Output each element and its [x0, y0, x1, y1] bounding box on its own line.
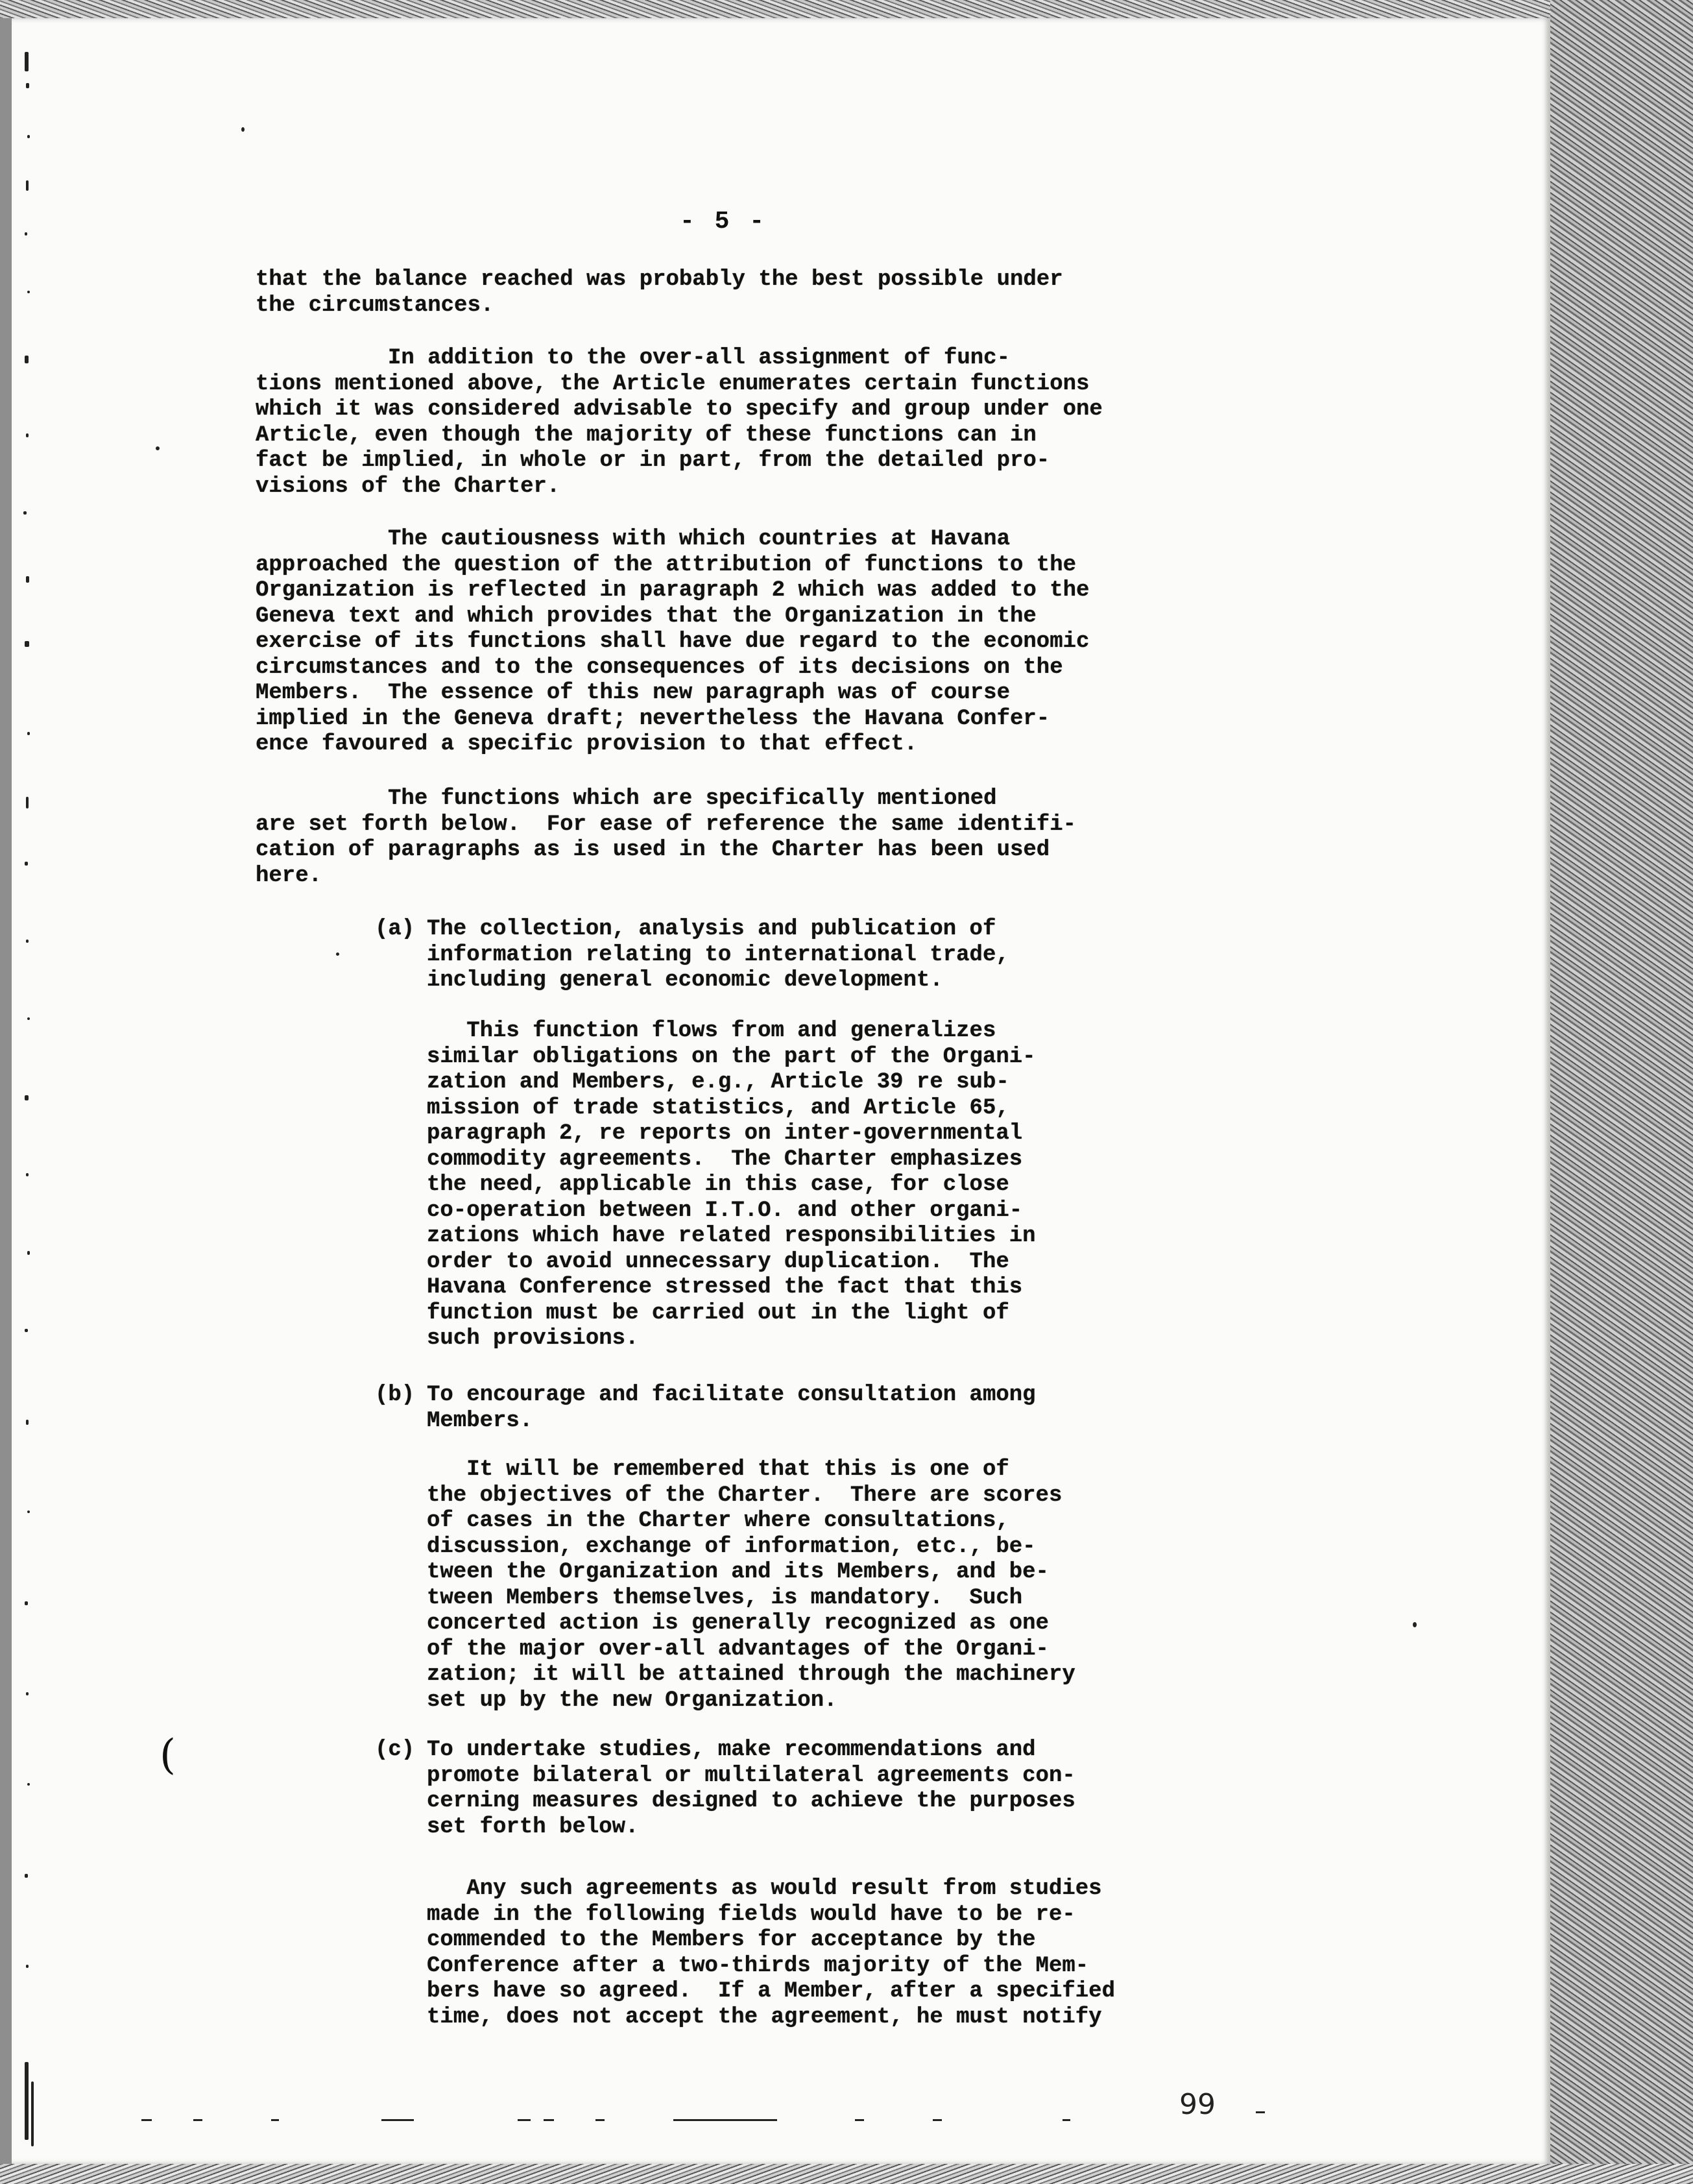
bottom-rule-fragment	[855, 2119, 864, 2121]
item-c-body: Any such agreements as would result from studies made in the following fields would have to be re- commended to the Members for acceptance by the Conference after a two-thirds majority of the Mem- bers have so agreed. If a Member, after a specified time, does not accept the agreement, he must notify	[427, 1876, 1115, 2030]
paragraph-functions-listed: The functions which are specifically mentioned are set forth below. For ease of reference the same identifi- cation of paragraphs as is used in the Charter has been used here.	[256, 786, 1077, 888]
bottom-rule-fragment	[381, 2119, 414, 2121]
bottom-rule-fragment	[518, 2119, 531, 2121]
continuation-paragraph: that the balance reached was probably the best possible under the circumstances.	[256, 267, 1063, 318]
stray-mark	[336, 952, 339, 956]
item-b-body: It will be remembered that this is one of the objectives of the Charter. There are scores of cases in the Charter where consultations, discussion, exchange of information, etc., be- tween the Organization and its Members, and be- tween Members themselves, is mandatory. Such concerted action is generally recognized as one of the major over-all advantages of the Organi- zation; it will be attained through the machinery set up by the new Organization.	[427, 1457, 1075, 1713]
stray-mark	[1413, 1622, 1417, 1627]
item-c-label: (c)	[375, 1738, 415, 1762]
paragraph-havana-cautiousness: The cautiousness with which countries at Havana approached the question of the attribution of functions to the Organization is reflected in paragraph 2 which was added to the Geneva text and which provides that the Organization in the exercise of its functions shall have due regard to the economic circumstances and to the consequences of its decisions on the Members. The essence of this new paragraph was of course implied in the Geneva draft; nevertheless the Havana Confer- ence favoured a specific provision to that effect.	[256, 527, 1090, 757]
scan-border-bottom	[0, 2164, 1693, 2184]
item-a-heading: The collection, analysis and publication of information relating to international trade, including general economic development.	[427, 917, 1009, 993]
bottom-rule-fragment	[1063, 2119, 1070, 2121]
stray-mark	[241, 127, 245, 132]
scan-border-right	[1550, 0, 1693, 2184]
binding-edge-marks	[12, 18, 35, 2164]
paragraph-functions-overview: In addition to the over-all assignment of func- tions mentioned above, the Article enumerates certain functions which it was considered advisable to specify and group under one Article, even though the majority of these functions can in fact be implied, in whole or in part, from the detailed pro- visions of the Charter.	[256, 346, 1103, 499]
page-header-number: - 5 -	[680, 208, 767, 236]
margin-bracket-mark: (	[160, 1731, 176, 1779]
scan-border-top	[0, 0, 1693, 18]
footer-page-number: 99	[1179, 2088, 1216, 2121]
footer-dash	[1256, 2111, 1265, 2113]
item-b-label: (b)	[375, 1383, 415, 1407]
item-c-heading: To undertake studies, make recommendations and promote bilateral or multilateral agreements con- cerning measures designed to achieve the purposes set forth below.	[427, 1738, 1075, 1839]
bottom-rule-fragment	[595, 2119, 605, 2121]
bottom-rule-fragment	[673, 2119, 777, 2121]
item-b-heading: To encourage and facilitate consultation among Members.	[427, 1383, 1036, 1433]
document-page	[12, 18, 1550, 2164]
stray-mark	[156, 446, 160, 450]
item-a-label: (a)	[375, 917, 415, 941]
item-a-body: This function flows from and generalizes similar obligations on the part of the Organi- zation and Members, e.g., Article 39 re sub- mission of trade statistics, and Article 65, paragraph 2, re reports on inter-governmental commodity agreements. The Charter emphasizes the need, applicable in this case, for close co-operation between I.T.O. and other organi- zations which have related responsibilities in order to avoid unnecessary duplication. The Havana Conference stressed the fact that this function must be carried out in the light of such provisions.	[427, 1019, 1036, 1351]
bottom-rule-fragment	[933, 2119, 942, 2121]
bottom-rule-fragment	[271, 2119, 279, 2121]
bottom-rule-fragment	[141, 2119, 152, 2121]
bottom-rule-fragment	[544, 2119, 554, 2121]
bottom-rule-fragment	[193, 2119, 202, 2121]
